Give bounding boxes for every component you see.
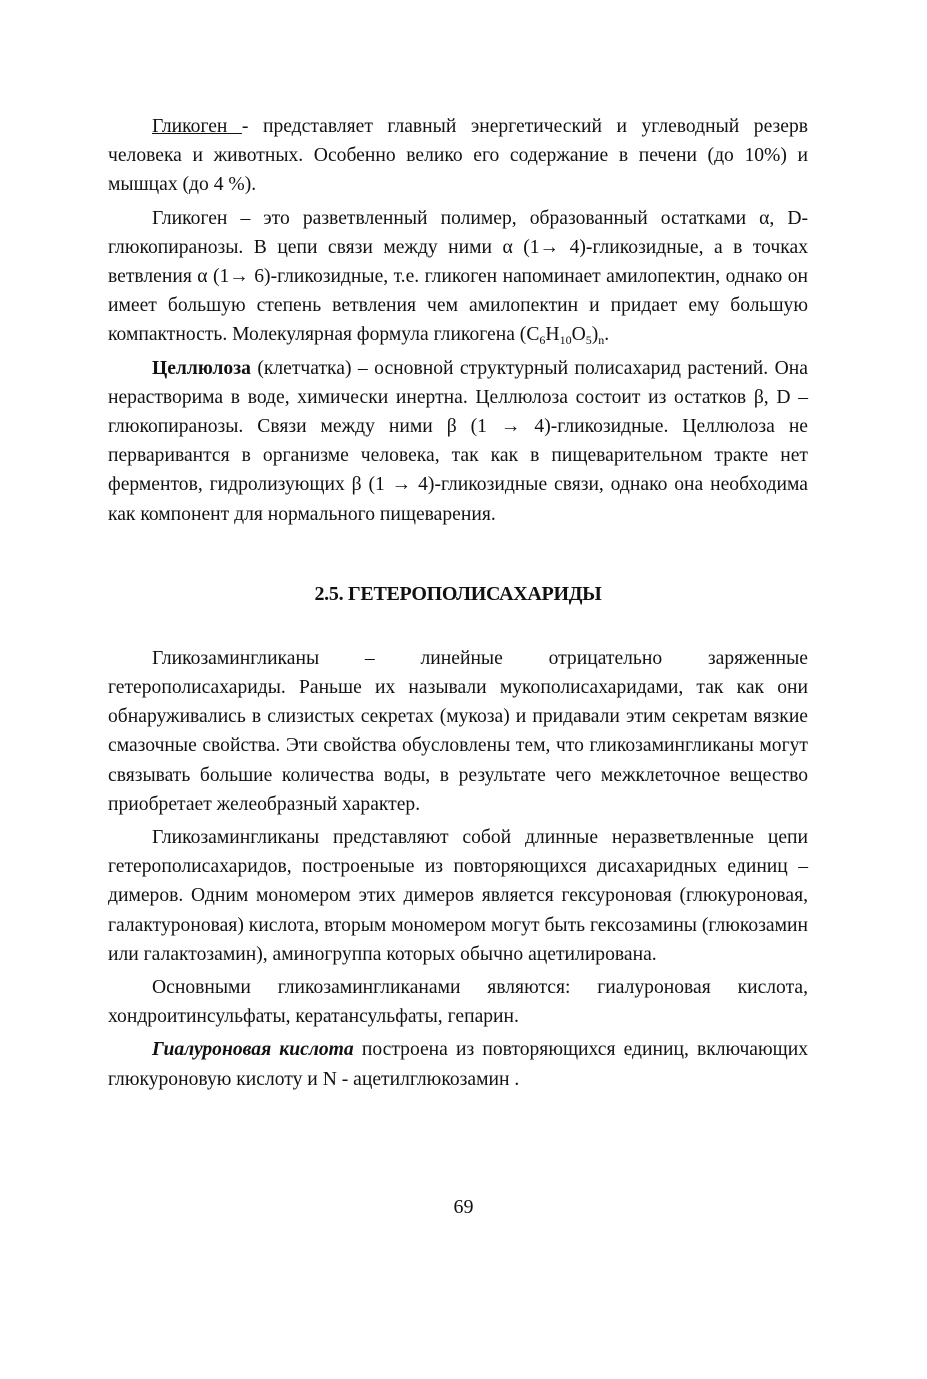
term-cellulose: Целлюлоза <box>152 357 251 379</box>
paragraph-glycosaminoglycans-list <box>108 973 808 1031</box>
paragraph-glycogen-structure <box>108 204 808 350</box>
page-number: 69 <box>453 1196 474 1218</box>
formula-part: . <box>604 324 610 346</box>
paragraph-text: - представляет главный энергетический и углеводный резерв человека и животных. Особенно велико его содержание в печени (до 10%) и мышцах (до 4 %). <box>108 116 808 196</box>
paragraph-cellulose <box>108 354 808 529</box>
formula-part: H <box>545 324 560 346</box>
paragraph-text: построена из повторяющихся единиц, включающих глюкуроновую кислоту и N - ацетилглюкозамин . <box>108 1039 809 1090</box>
formula-subscript: 5 <box>585 333 592 348</box>
section-heading: 2.5. ГЕТЕРОПОЛИСАХАРИДЫ <box>314 582 602 605</box>
formula-part: ) <box>591 324 599 346</box>
term-glycogen: Гликоген <box>152 116 242 137</box>
paragraph-hyaluronic-acid <box>108 1035 808 1093</box>
paragraph-text: (клетчатка) – основной структурный полисахарид растений. Она нерастворима в воде, химически инертна. Целлюлоза состоит из остатков β, D – глюкопиранозы. Связи между ними β (1 → 4)-гликозидные. Целлюлоза не перваривантся в организме человека, так как в пищеварительном тракте нет ферментов, гидролизующих β (1 → 4)-гликозидные связи, однако она необходима как компонент для нормального пищеварения. <box>108 357 808 525</box>
paragraph-text: Гликозамингликаны – линейные отрицательно заряженные гетерополисахариды. Раньше их называли мукополисахаридами, так как они обнаруживались в слизистых секретах (мукоза) и придавали этим секретам вязкие смазочные свойства. Эти свойства обусловлены тем, что гликозамингликаны могут связывать большие количества воды, в результате чего межклеточное вещество приобретает желеобразный характер. <box>108 647 808 815</box>
paragraph-text: Гликозамингликаны представляют собой длинные неразветвленные цепи гетерополисахаридов, построеныые из повторяющихся дисахаридных единиц – димеров. Одним мономером этих димеров является гексуроновая (глюкуроновая, галактуроновая) кислота, вторым мономером могут быть гексозамины (глюкозамин или галактозамин), аминогруппа которых обычно ацетилирована. <box>108 827 808 965</box>
page-content <box>108 112 808 1098</box>
paragraph-text: Гликоген – это разветвленный полимер, образованный остатками α, D-глюкопиранозы. В цепи связи между ними α (1→ 4)-гликозидные, а в точках ветвления α (1→ 6)-гликозидные, т.е. гликоген напоминает амилопектин, однако он имеет большую степень ветвления чем амилопектин и придает ему большую компактность. Молекулярная формула гликогена (C <box>108 207 808 346</box>
paragraph-glycogen-intro <box>108 112 808 200</box>
term-hyaluronic-acid: Гиалуроновая кислота <box>152 1039 354 1061</box>
formula-subscript: 6 <box>539 333 546 348</box>
formula-subscript: n <box>598 333 605 348</box>
paragraph-glycosaminoglycans-definition <box>108 644 808 819</box>
paragraph-text: Основными гликозамингликанами являются: гиалуроновая кислота, хондроитинсульфаты, кератансульфаты, гепарин. <box>108 977 808 1028</box>
formula-part: O <box>571 324 586 346</box>
paragraph-glycosaminoglycans-structure <box>108 823 808 969</box>
formula-subscript: 10 <box>559 333 572 348</box>
